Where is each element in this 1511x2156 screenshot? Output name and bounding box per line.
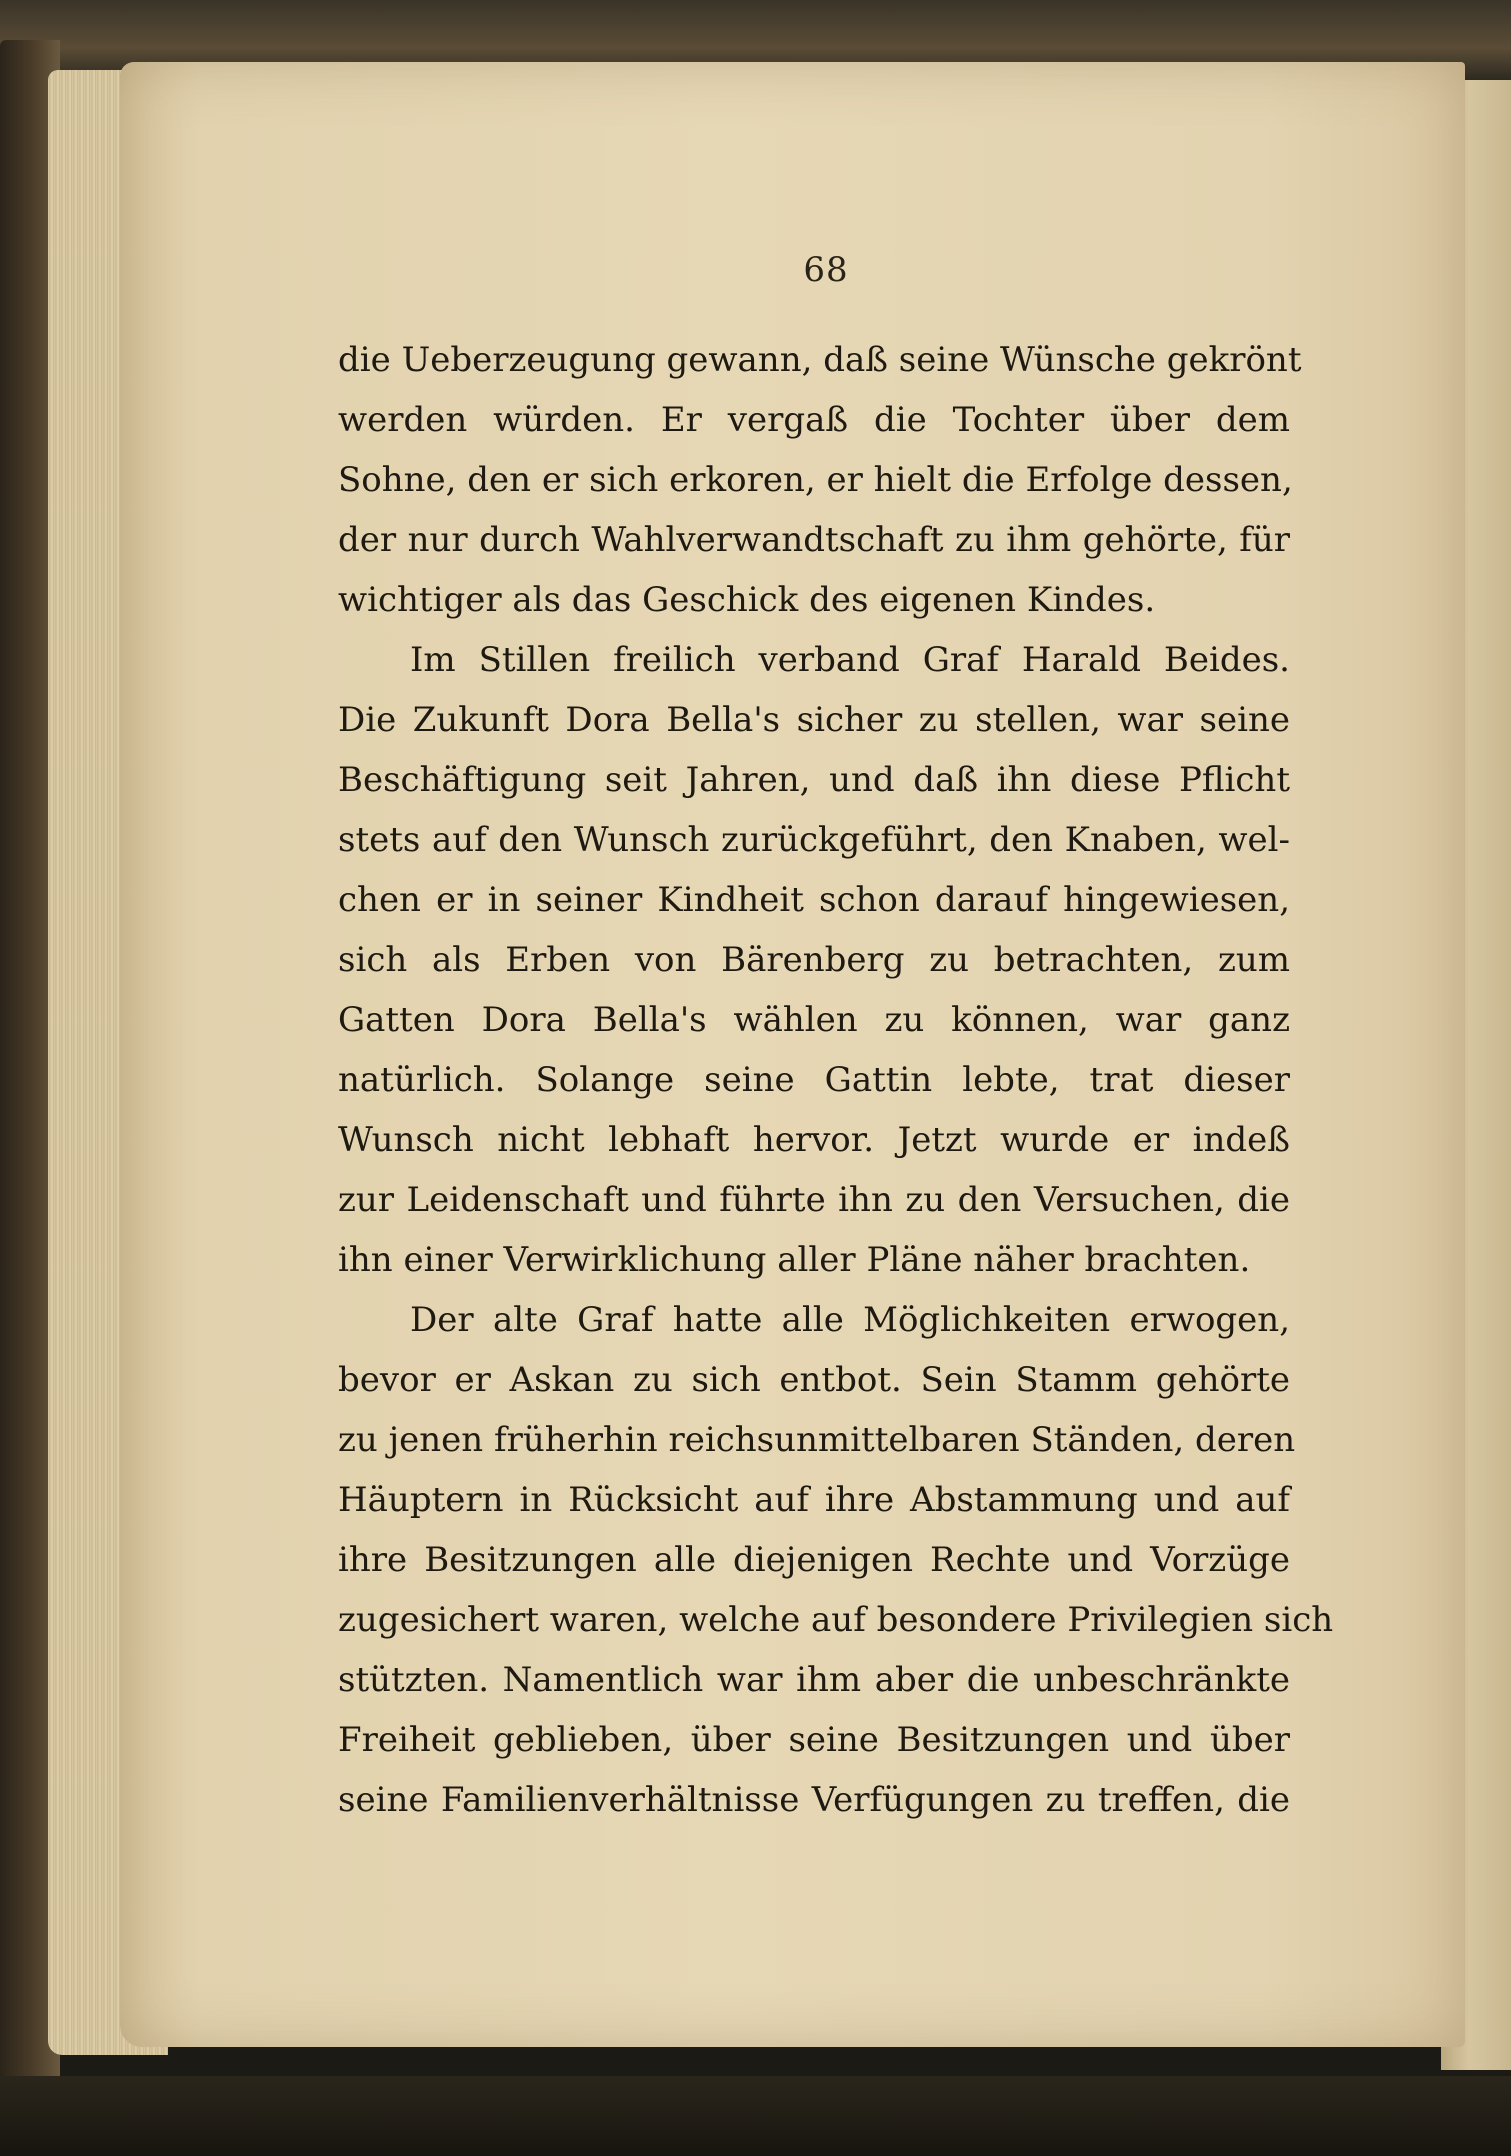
text-line: Die Zukunft Dora Bella's sicher zu stellen, war seine (338, 700, 1290, 740)
text-line: der nur durch Wahlverwandtschaft zu ihm gehörte, für (338, 520, 1290, 560)
text-line: Sohne, den er sich erkoren, er hielt die Erfolge dessen, (338, 460, 1293, 500)
text-line: Wunsch nicht lebhaft hervor. Jetzt wurde er indeß (338, 1120, 1290, 1160)
text-line: Gatten Dora Bella's wählen zu können, war ganz (338, 1000, 1290, 1040)
text-line: Freiheit geblieben, über seine Besitzungen und über (338, 1720, 1290, 1760)
text-line: Häuptern in Rücksicht auf ihre Abstammung und auf (338, 1480, 1290, 1520)
page-number: 68 (803, 250, 849, 290)
text-line: ihre Besitzungen alle diejenigen Rechte und Vorzüge (338, 1540, 1290, 1580)
text-line: bevor er Askan zu sich entbot. Sein Stamm gehörte (338, 1360, 1290, 1400)
text-line: die Ueberzeugung gewann, daß seine Wünsche gekrönt (338, 340, 1302, 380)
text-line: sich als Erben von Bärenberg zu betrachten, zum (338, 940, 1290, 980)
text-line: stets auf den Wunsch zurückgeführt, den Knaben, wel- (338, 820, 1290, 860)
text-line: seine Familienverhältnisse Verfügungen zu treffen, die (338, 1780, 1290, 1820)
text-line: stützten. Namentlich war ihm aber die unbeschränkte (338, 1660, 1290, 1700)
book-cover-bottom-edge (0, 2076, 1511, 2156)
text-line: werden würden. Er vergaß die Tochter über dem (338, 400, 1290, 440)
text-line: wichtiger als das Geschick des eigenen Kindes. (338, 580, 1156, 620)
text-line: zugesichert waren, welche auf besondere Privilegien sich (338, 1600, 1334, 1640)
body-text (338, 330, 1334, 1830)
text-line: zu jenen früherhin reichsunmittelbaren Ständen, deren (338, 1420, 1296, 1460)
text-line: natürlich. Solange seine Gattin lebte, trat dieser (338, 1060, 1290, 1100)
text-line: zur Leidenschaft und führte ihn zu den Versuchen, die (338, 1180, 1290, 1220)
text-line: Der alte Graf hatte alle Möglichkeiten erwogen, (410, 1300, 1290, 1340)
text-line: Beschäftigung seit Jahren, und daß ihn diese Pflicht (338, 760, 1290, 800)
text-line: Im Stillen freilich verband Graf Harald Beides. (410, 640, 1290, 680)
text-line: chen er in seiner Kindheit schon darauf hingewiesen, (338, 880, 1290, 920)
text-line: ihn einer Verwirklichung aller Pläne näher brachten. (338, 1240, 1251, 1280)
